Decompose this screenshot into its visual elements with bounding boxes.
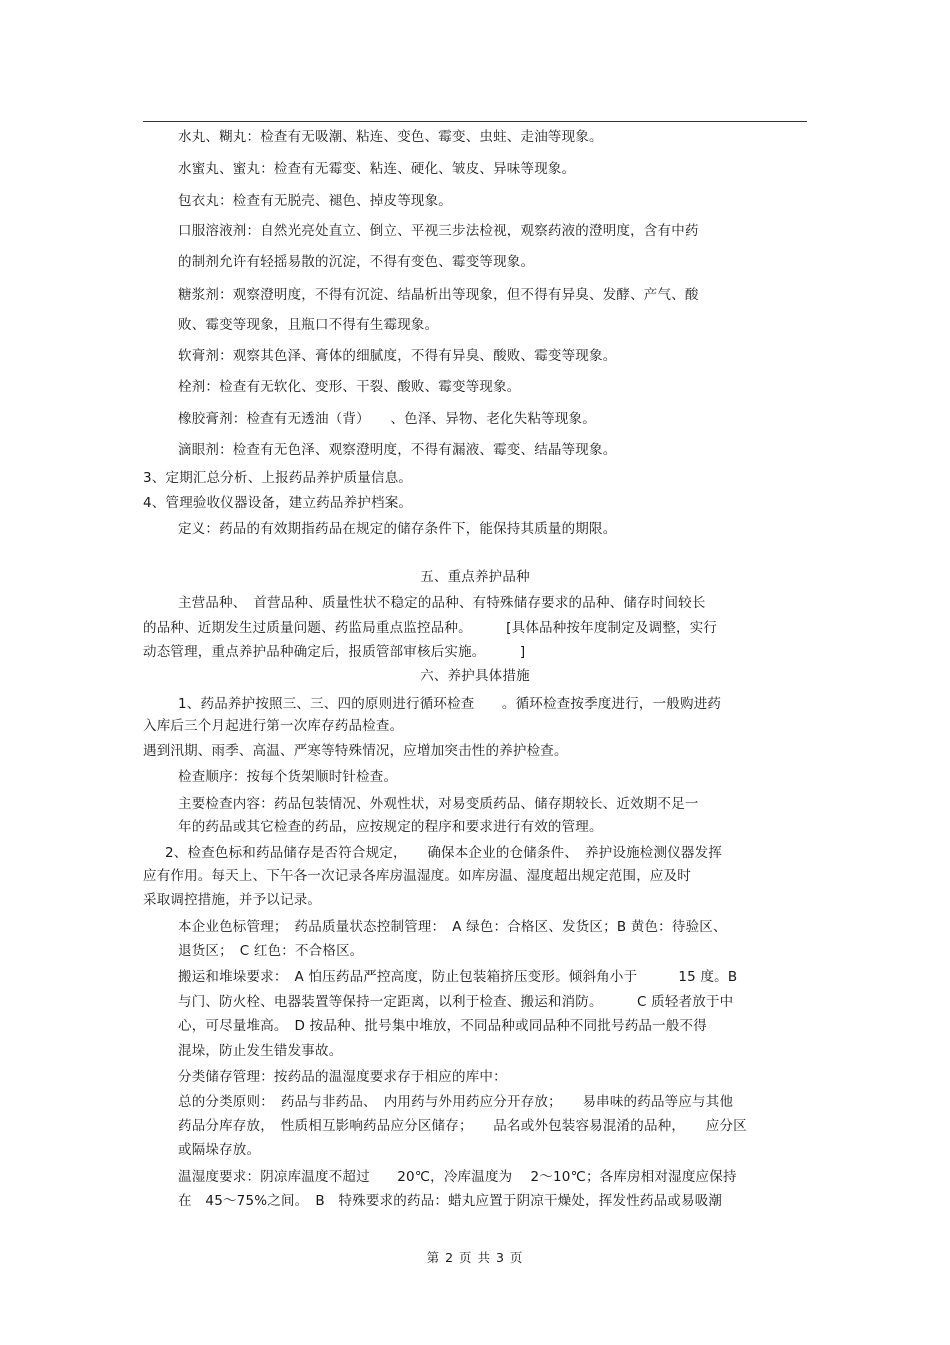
text-line: 2、检查色标和药品储存是否符合规定， 确保本企业的仓储条件、 养护设施检测仪器发挥 — [165, 845, 722, 861]
text-line: 的制剂允许有轻摇易散的沉淀，不得有变色、霉变等现象。 — [178, 254, 535, 270]
text-line: 搬运和堆垛要求： A 怕压药品严控高度，防止包装箱挤压变形。倾斜角小于 15 度。B — [178, 969, 738, 985]
text-line: 1、药品养护按照三、三、四的原则进行循环检查 。循环检查按季度进行，一般购进药 — [178, 696, 722, 712]
section-heading: 五、重点养护品种 — [420, 569, 530, 585]
text-line: 滴眼剂：检查有无色泽、观察澄明度，不得有漏液、霉变、结晶等现象。 — [178, 442, 617, 458]
text-line: 的品种、近期发生过质量问题、药监局重点监控品种。 [具体品种按年度制定及调整，实行 — [143, 620, 718, 636]
text-line: 主要检查内容：药品包装情况、外观性状，对易变质药品、储存期较长、近效期不足一 — [178, 796, 699, 812]
text-line: 包衣丸：检查有无脱壳、褪色、掉皮等现象。 — [178, 193, 452, 209]
text-line: 或隔垛存放。 — [178, 1142, 261, 1158]
text-line: 心，可尽量堆高。 D 按品种、批号集中堆放，不同品种或同品种不同批号药品一般不得 — [178, 1018, 707, 1034]
text-line: 混垛，防止发生错发事故。 — [178, 1043, 343, 1059]
text-line: 橡胶膏剂：检查有无透油（背） 、色泽、异物、老化失粘等现象。 — [178, 411, 596, 427]
header-rule — [143, 121, 807, 122]
text-line: 与门、防火栓、电器装置等保持一定距离，以利于检查、搬运和消防。 C 质轻者放于中 — [178, 994, 734, 1010]
text-line: 定义：药品的有效期指药品在规定的储存条件下，能保持其质量的期限。 — [178, 521, 617, 537]
text-line: 在 45～75%之间。 B 特殊要求的药品：蜡丸应置于阴凉干燥处，挥发性药品或易吸潮 — [178, 1193, 723, 1209]
text-line: 采取调控措施，并予以记录。 — [143, 892, 322, 908]
text-line: 动态管理，重点养护品种确定后，报质管部审核后实施。 ] — [143, 644, 526, 660]
text-line: 3、定期汇总分析、上报药品养护质量信息。 — [143, 470, 413, 486]
page-footer: 第 2 页 共 3 页 — [426, 1250, 524, 1265]
text-line: 本企业色标管理； 药品质量状态控制管理： A 绿色：合格区、发货区；B 黄色：待验区、 — [178, 919, 727, 935]
text-line: 败、霉变等现象，且瓶口不得有生霉现象。 — [178, 317, 439, 333]
text-line: 药品分库存放， 性质相互影响药品应分区储存； 品名或外包装容易混淆的品种， 应分区 — [178, 1118, 747, 1134]
text-line: 4、管理验收仪器设备，建立药品养护档案。 — [143, 495, 413, 511]
text-line: 应有作用。每天上、下午各一次记录各库房温湿度。如库房温、湿度超出规定范围，应及时 — [143, 868, 691, 884]
text-line: 水丸、糊丸：检查有无吸潮、粘连、变色、霉变、虫蛀、走油等现象。 — [178, 129, 603, 145]
text-line: 糖浆剂：观察澄明度，不得有沉淀、结晶析出等现象，但不得有异臭、发酵、产气、酸 — [178, 287, 699, 303]
text-line: 分类储存管理：按药品的温湿度要求存于相应的库中： — [178, 1069, 507, 1085]
text-line: 主营品种、 首营品种、质量性状不稳定的品种、有特殊储存要求的品种、储存时间较长 — [178, 595, 706, 611]
text-line: 软膏剂：观察其色泽、膏体的细腻度，不得有异臭、酸败、霉变等现象。 — [178, 348, 617, 364]
text-line: 遇到汛期、雨季、高温、严寒等特殊情况，应增加突击性的养护检查。 — [143, 743, 568, 759]
text-line: 入库后三个月起进行第一次库存药品检查。 — [143, 718, 404, 734]
text-line: 温湿度要求：阴凉库温度不超过 20℃，冷库温度为 2～10℃；各库房相对湿度应保持 — [178, 1169, 737, 1185]
text-line: 栓剂：检查有无软化、变形、干裂、酸败、霉变等现象。 — [178, 379, 521, 395]
text-line: 年的药品或其它检查的药品，应按规定的程序和要求进行有效的管理。 — [178, 819, 603, 835]
section-heading: 六、养护具体措施 — [420, 668, 530, 684]
text-line: 退货区； C 红色：不合格区。 — [178, 943, 364, 959]
text-line: 口服溶液剂：自然光亮处直立、倒立、平视三步法检视，观察药液的澄明度，含有中药 — [178, 223, 699, 239]
text-line: 水蜜丸、蜜丸：检查有无霉变、粘连、硬化、皱皮、异味等现象。 — [178, 161, 576, 177]
text-line: 总的分类原则： 药品与非药品、 内用药与外用药应分开存放； 易串味的药品等应与其他 — [178, 1094, 734, 1110]
text-line: 检查顺序：按每个货架顺时针检查。 — [178, 769, 398, 785]
